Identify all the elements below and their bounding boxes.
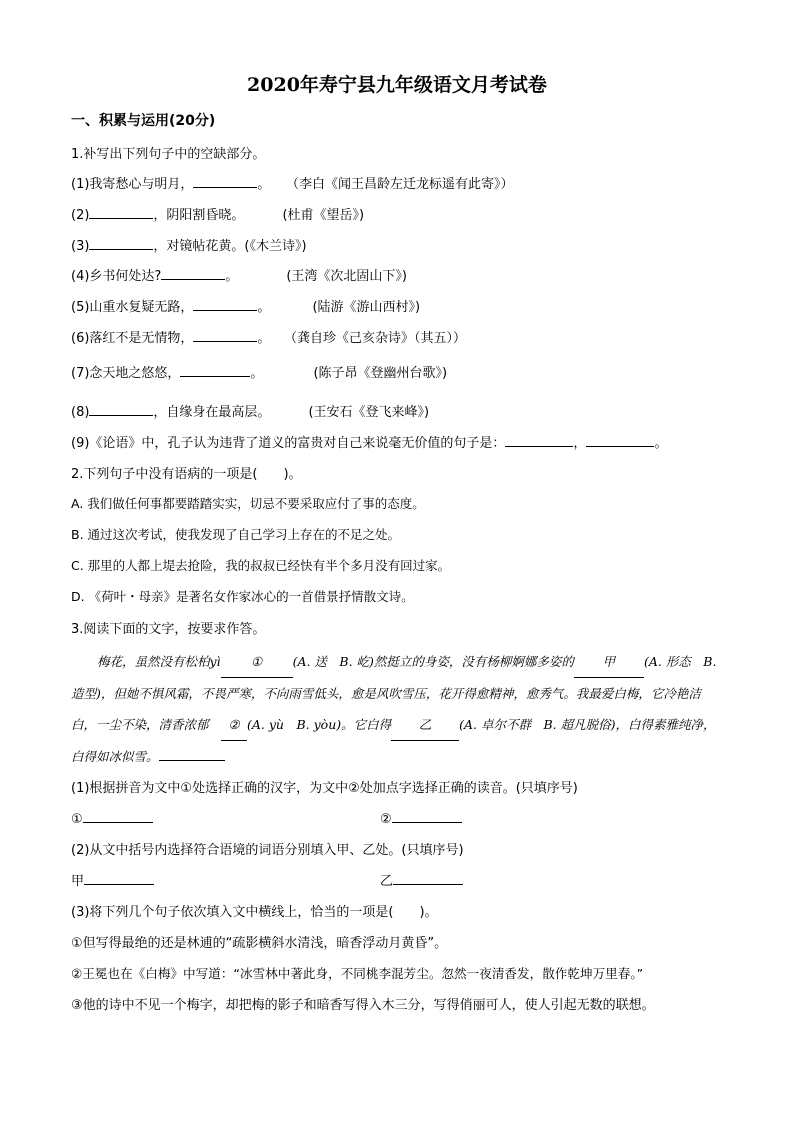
item-text: ，阴阳割昏晓。 [153,208,245,223]
passage-blank-1: ① [221,646,293,678]
source-citation: （李白《闻王昌龄左迁龙标遥有此寄》） [292,177,514,192]
item-text: (7)念天地之悠悠， [71,366,181,381]
source-citation: (陆游《游山西村》) [312,300,421,315]
passage-text: 梅花，虽然没有松柏yì [97,654,221,669]
q3-sub-2: (2)从文中括号内选择符合语境的词语分别填入甲、乙处。(只填序号) [71,843,464,858]
reading-passage [71,646,723,772]
passage-text: (A. 卓尔不群 B. 超凡脱俗)，白得素雅纯净，白得如冰似雪。 [71,717,716,764]
answer-blank[interactable] [393,870,463,885]
passage-blank-jia: 甲 [574,646,644,678]
section-heading: 一、积累与运用(20分) [71,113,216,129]
answer-label: ① [71,812,83,827]
item-text: ，自缘身在最高层。 [153,405,271,420]
sentence-1: ①但写得最绝的还是林逋的“疏影横斜水清浅，暗香浮动月黄昏”。 [71,936,448,951]
answer-label: ② [380,812,392,827]
q1-item-1 [71,173,513,192]
item-text: (2) [71,208,90,223]
answer-blank[interactable] [83,808,153,823]
item-text: 。 [257,300,271,315]
source-citation: (陈子昂《登幽州台歌》) [313,366,448,381]
answer-blank[interactable] [392,808,462,823]
item-text: 。 [654,436,668,451]
option-b: B. 通过这次考试，使我发现了自己学习上存在的不足之处。 [71,527,401,542]
q3-sub-1: (1)根据拼音为文中①处选择正确的汉字，为文中②处加点字选择正确的读音。(只填序号) [71,781,578,796]
q1-item-3 [71,235,307,254]
answer-label: 甲 [71,874,85,889]
question-3-stem: 3.阅读下面的文字，按要求作答。 [71,622,266,637]
item-text: 。 [257,331,271,346]
item-text: (6)落红不是无情物， [71,331,194,346]
item-text: (8) [71,405,90,420]
item-text: (5)山重水复疑无路， [71,300,194,315]
q1-item-4 [71,265,407,284]
page-title: 2020年寿宁县九年级语文月考试卷 [247,74,547,96]
option-c: C. 那里的人都上堤去抢险，我的叔叔已经快有半个多月没有回过家。 [71,558,451,573]
answer-blank[interactable] [180,362,250,377]
item-text: ，对镜帖花黄。(《木兰诗》) [153,239,307,254]
source-citation: (杜甫《望岳》) [282,208,365,223]
answer-blank[interactable] [84,870,154,885]
answer-blank[interactable] [193,327,257,342]
answer-blank[interactable] [161,265,225,280]
answer-blank[interactable] [89,204,153,219]
q3-sub-2-answer-jia [71,870,154,889]
item-text: (9)《论语》中，孔子认为违背了道义的富贵对自己来说毫无价值的句子是： [71,436,506,451]
answer-blank[interactable] [159,748,225,761]
passage-mark-2: ② [221,709,247,741]
answer-blank[interactable] [193,296,257,311]
answer-blank[interactable] [505,432,573,447]
item-text: (4)乡书何处达? [71,269,162,284]
item-text: (3) [71,239,90,254]
passage-text: (A. 形态 B. 造型)，但她不惧风霜，不畏严寒，不向雨雪低头，愈是风吹雪压，花开得愈精神，愈秀气。我最爱白梅，它冷艳洁白，一尘不染，清香浓郁 [71,654,717,732]
q1-item-7 [71,362,447,381]
answer-blank[interactable] [89,401,153,416]
item-text: 。 [250,366,264,381]
q3-sub-2-answer-yi [380,870,463,889]
passage-blank-yi: 乙 [391,709,459,741]
question-2-stem: 2.下列句子中没有语病的一项是( )。 [71,467,302,482]
q1-item-6 [71,327,466,346]
passage-text: (A. yù B. yòu)。它白得 [247,717,392,732]
item-text: (1)我寄愁心与明月， [71,177,194,192]
q3-sub-1-answer-b [380,808,462,827]
option-d: D. 《荷叶・母亲》是著名女作家冰心的一首借景抒情散文诗。 [71,589,414,604]
item-text: 。 [225,269,239,284]
item-text: 。 [257,177,271,192]
q3-sub-3: (3)将下列几个句子依次填入文中横线上，恰当的一项是( )。 [71,905,438,920]
q1-item-9 [71,432,667,451]
q1-item-2 [71,204,364,223]
option-a: A. 我们做任何事都要踏踏实实，切忌不要采取应付了事的态度。 [71,496,425,511]
answer-blank[interactable] [193,173,257,188]
answer-label: 乙 [380,874,394,889]
source-citation: (王湾《次北固山下》) [286,269,407,284]
question-1-stem: 1.补写出下列句子中的空缺部分。 [71,147,266,162]
source-citation: （龚自珍《己亥杂诗》（其五）） [290,331,466,346]
passage-text: (A. 送 B. 屹)然挺立的身姿，没有杨柳婀娜多姿的 [292,654,574,669]
answer-blank[interactable] [586,432,654,447]
answer-blank[interactable] [89,235,153,250]
q1-item-5 [71,296,420,315]
q1-item-8 [71,401,429,420]
source-citation: (王安石《登飞来峰》) [308,405,430,420]
sentence-2: ②王冕也在《白梅》中写道：“冰雪林中著此身，不同桃李混芳尘。忽然一夜清香发，散作乾坤万里春。” [71,966,644,981]
item-text: ， [573,436,587,451]
q3-sub-1-answer-a [71,808,153,827]
sentence-3: ③他的诗中不见一个梅字，却把梅的影子和暗香写得入木三分，写得俏丽可人，使人引起无数的联想。 [71,998,655,1013]
